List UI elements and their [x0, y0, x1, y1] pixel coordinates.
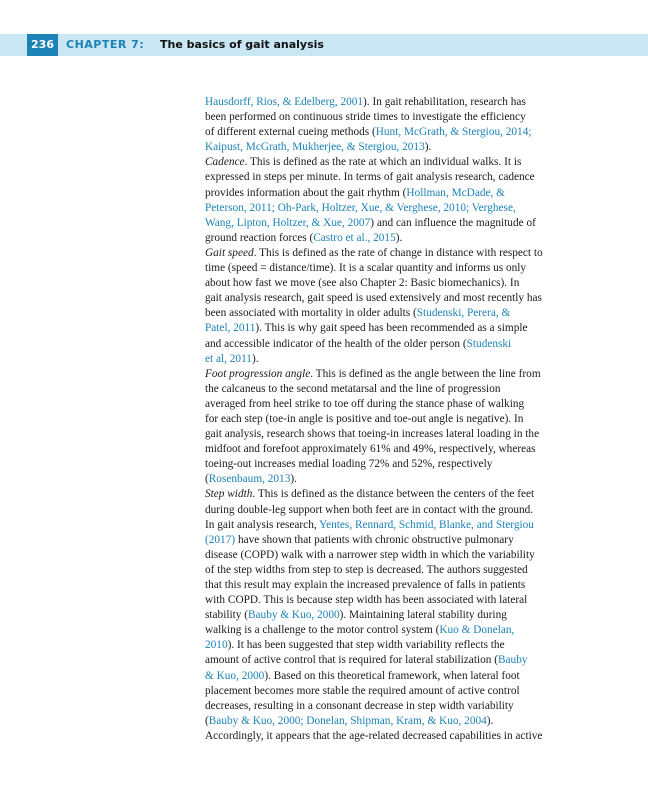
text-segment: been performed on continuous stride times to investigate the efficiency: [205, 111, 526, 124]
citation-link[interactable]: 2010: [205, 639, 228, 652]
text-segment: ). This is why gait speed has been recommended as a simple: [255, 322, 528, 335]
text-segment: during double-leg support when both feet are in contact with the ground.: [205, 503, 534, 516]
text-segment: the calcaneus to the second metatarsal and the line of progression: [205, 382, 501, 395]
text-segment: amount of active control that is required for lateral stabilization (: [205, 654, 498, 667]
text-segment: ). In gait rehabilitation, research has: [363, 96, 526, 108]
text-line: [205, 261, 595, 276]
text-line: [205, 653, 595, 668]
text-segment: gait analysis, research shows that toeing-in increases lateral loading in the: [205, 428, 540, 441]
text-line: [205, 216, 595, 231]
text-segment: about how fast we move (see also Chapter 2: Basic biomechanics). In: [205, 277, 520, 290]
text-line: [205, 412, 595, 427]
citation-link[interactable]: et al, 2011: [205, 352, 252, 365]
text-line: [205, 276, 595, 291]
text-segment: stability (: [205, 609, 248, 622]
text-line: [205, 306, 595, 321]
text-line: [205, 95, 595, 110]
text-segment: ).: [395, 231, 403, 244]
text-line: [205, 140, 595, 155]
text-line: [205, 578, 595, 593]
text-segment: In gait analysis research,: [205, 518, 320, 531]
text-segment: time (speed = distance/time). It is a scalar quantity and informs us only: [205, 262, 527, 275]
defined-term: Cadence: [205, 156, 245, 169]
text-line: [205, 699, 595, 714]
text-line: [205, 170, 595, 185]
text-line: [205, 125, 595, 140]
text-line: [205, 442, 595, 457]
text-line: [205, 291, 595, 306]
text-segment: have shown that patients with chronic obstructive pulmonary: [235, 533, 514, 546]
text-line: [205, 367, 595, 382]
citation-link[interactable]: Peterson, 2011; Oh-Park, Holtzer, Xue, & Verghese, 2010; Verghese,: [205, 201, 516, 214]
citation-link[interactable]: & Kuo, 2000: [205, 669, 265, 682]
text-segment: provides information about the gait rhythm (: [205, 186, 407, 199]
text-line: [205, 246, 595, 261]
text-segment: . This is defined as the rate at which an individual walks. It is: [244, 156, 522, 169]
text-segment: with COPD. This is because step width has been associated with lateral: [205, 594, 528, 607]
text-segment: of the step widths from step to step is decreased. The authors suggested: [205, 563, 528, 576]
text-line: [205, 186, 595, 201]
citation-link[interactable]: Castro et al., 2015: [313, 231, 396, 244]
text-segment: ).: [251, 352, 259, 365]
defined-term: Foot progression angle: [205, 367, 311, 380]
citation-link[interactable]: Hunt, McGrath, & Stergiou, 2014;: [375, 126, 532, 139]
text-segment: . This is defined as the angle between the line from: [310, 367, 541, 380]
text-segment: ).: [290, 473, 297, 486]
text-segment: averaged from heel strike to toe off during the stance phase of walking: [205, 397, 525, 410]
text-line: [205, 623, 595, 638]
chapter-label: CHAPTER 7:: [66, 38, 145, 51]
body-text: [205, 95, 595, 744]
text-segment: walking is a challenge to the motor control system (: [205, 624, 440, 637]
text-line: [205, 352, 595, 367]
text-segment: ). It has been suggested that step width variability reflects the: [227, 639, 505, 652]
text-line: [205, 457, 595, 472]
text-segment: of different external cueing methods (: [205, 126, 376, 139]
text-segment: gait analysis research, gait speed is used extensively and most recently has: [205, 292, 542, 305]
text-line: [205, 503, 595, 518]
citation-link[interactable]: Wang, Lipton, Holtzer, & Xue, 2007: [205, 216, 371, 229]
text-segment: Accordingly, it appears that the age-related decreased capabilities in active: [205, 729, 543, 742]
citation-link[interactable]: Rosenbaum, 2013: [208, 473, 291, 486]
text-line: [205, 548, 595, 563]
citation-link[interactable]: Patel, 2011: [205, 322, 256, 335]
text-segment: and accessible indicator of the health of the older person (: [205, 337, 467, 350]
text-line: [205, 201, 595, 216]
text-segment: disease (COPD) walk with a narrower step width in which the variability: [205, 548, 535, 561]
defined-term: Step width: [205, 488, 253, 501]
text-line: [205, 684, 595, 699]
text-segment: ) and can influence the magnitude of: [370, 216, 536, 229]
text-line: [205, 110, 595, 125]
text-segment: toeing-out increases medial loading 72% and 52%, respectively: [205, 458, 493, 471]
defined-term: Gait speed: [205, 246, 254, 259]
text-segment: ).: [486, 714, 494, 727]
citation-link[interactable]: Bauby & Kuo, 2000; Donelan, Shipman, Kram, & Kuo, 2004: [208, 714, 487, 727]
text-segment: (: [205, 473, 209, 486]
text-segment: ground reaction forces (: [205, 231, 314, 244]
text-segment: ).: [424, 141, 432, 154]
text-line: [205, 729, 595, 744]
citation-link[interactable]: Hausdorff, Rios, & Edelberg, 2001: [205, 96, 364, 108]
text-line: [205, 593, 595, 608]
text-line: [205, 155, 595, 170]
text-segment: . This is defined as the distance between the centers of the feet: [252, 488, 535, 501]
text-line: [205, 669, 595, 684]
text-line: [205, 533, 595, 548]
text-line: [205, 321, 595, 336]
text-line: [205, 487, 595, 502]
text-segment: expressed in steps per minute. In terms of gait analysis research, cadence: [205, 171, 535, 184]
citation-link[interactable]: Studenski: [466, 337, 512, 350]
citation-link[interactable]: Bauby: [498, 654, 528, 667]
text-segment: (: [205, 714, 209, 727]
text-segment: . This is defined as the rate of change in distance with respect to: [253, 246, 543, 259]
text-line: [205, 427, 595, 442]
text-line: [205, 397, 595, 412]
text-line: [205, 337, 595, 352]
text-line: [205, 638, 595, 653]
citation-link[interactable]: Hollman, McDade, &: [406, 186, 505, 199]
text-segment: ). Based on this theoretical framework, when lateral foot: [264, 669, 520, 682]
text-segment: midfoot and forefoot approximately 61% and 49%, respectively, whereas: [205, 443, 536, 456]
text-line: [205, 382, 595, 397]
text-line: [205, 518, 595, 533]
text-line: [205, 563, 595, 578]
citation-link[interactable]: Kaipust, McGrath, Mukherjee, & Stergiou, 2013: [205, 141, 425, 154]
chapter-title: The basics of gait analysis: [160, 38, 324, 51]
citation-link[interactable]: Yentes, Rennard, Schmid, Blanke, and Stergiou: [319, 518, 534, 531]
citation-link[interactable]: Bauby & Kuo, 2000: [248, 609, 340, 622]
text-segment: placement becomes more stable the required amount of active control: [205, 684, 520, 697]
citation-link[interactable]: Studenski, Perera, &: [416, 307, 511, 320]
text-line: [205, 608, 595, 623]
text-segment: been associated with mortality in older adults (: [205, 307, 417, 320]
text-segment: ). Maintaining lateral stability during: [339, 609, 507, 622]
citation-link[interactable]: (2017): [205, 533, 236, 546]
text-segment: decreases, resulting in a consonant decrease in step width variability: [205, 699, 514, 712]
text-line: [205, 231, 595, 246]
text-segment: for each step (toe-in angle is positive and toe-out angle is negative). In: [205, 412, 524, 425]
text-segment: that this result may explain the increased prevalence of falls in patients: [205, 579, 526, 591]
text-line: [205, 472, 595, 487]
citation-link[interactable]: Kuo & Donelan,: [439, 624, 515, 637]
text-line: [205, 714, 595, 729]
page-number: 236: [27, 34, 58, 56]
